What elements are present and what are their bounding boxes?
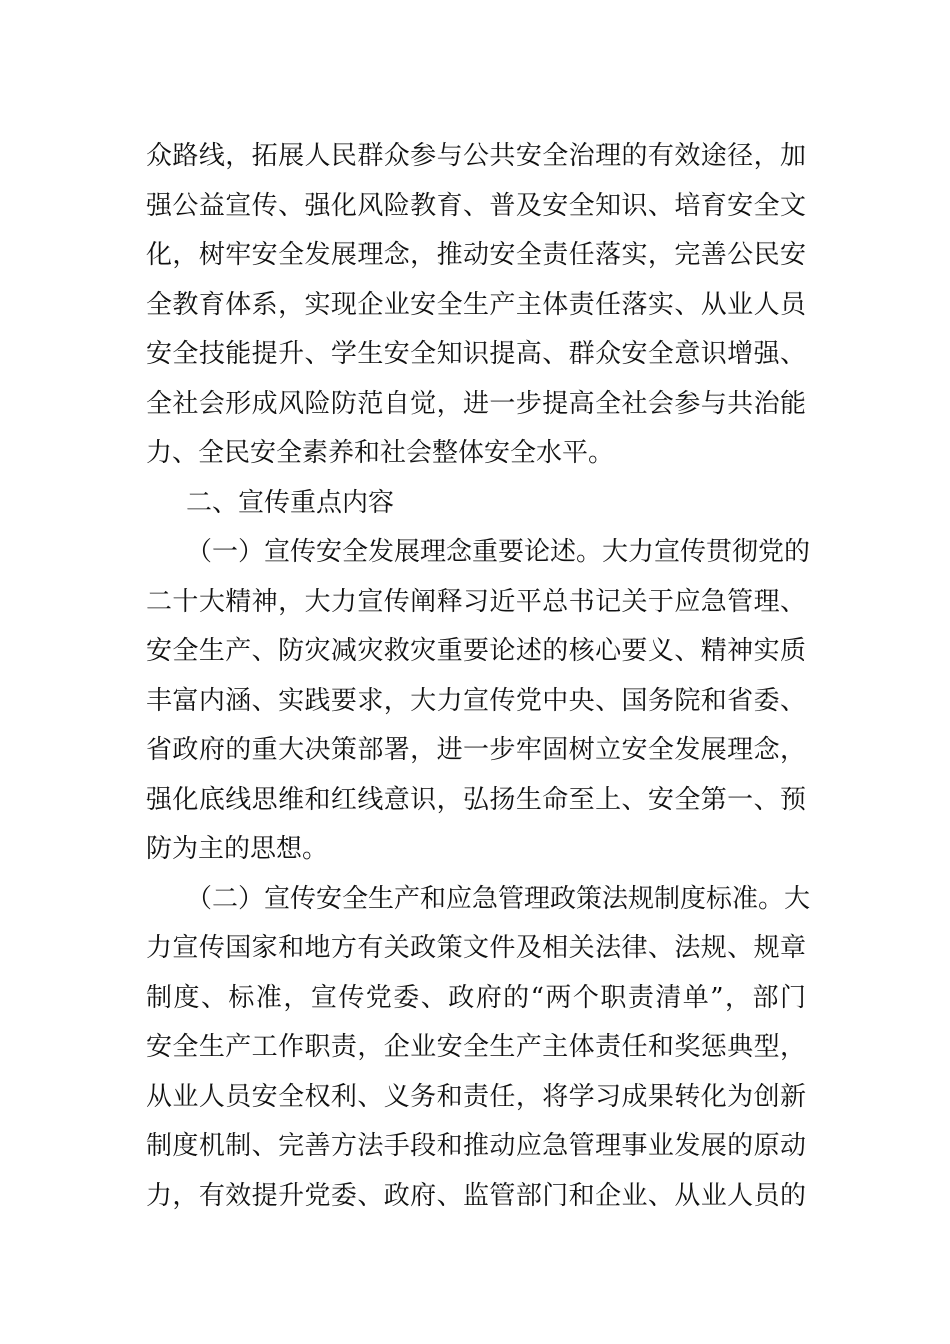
text-line-7: 力、全民安全素养和社会整体安全水平。	[146, 438, 615, 468]
text-line-5: 安全技能提升、学生安全知识提高、群众安全意识增强、	[146, 339, 806, 369]
text-line-22: 力，有效提升党委、政府、监管部门和企业、从业人员的	[146, 1180, 806, 1211]
text-line-13: 省政府的重大决策部署，进一步牢固树立安全发展理念，	[146, 735, 806, 765]
text-line-3: 化，树牢安全发展理念，推动安全责任落实，完善公民安	[146, 240, 806, 270]
text-line-17: 力宣传国家和地方有关政策文件及相关法律、法规、规章	[146, 933, 806, 963]
text-line-6: 全社会形成风险防范自觉，进一步提高全社会参与共治能	[146, 388, 806, 419]
text-line-14: 强化底线思维和红线意识，弘扬生命至上、安全第一、预	[146, 784, 806, 815]
text-line-15: 防为主的思想。	[146, 834, 329, 864]
text-line-19: 安全生产工作职责，企业安全生产主体责任和奖惩典型，	[146, 1032, 806, 1062]
document-page	[146, 132, 811, 1221]
text-line-1: 众路线，拓展人民群众参与公共安全治理的有效途径，加	[146, 141, 806, 171]
text-line-21: 制度机制、完善方法手段和推动应急管理事业发展的原动	[146, 1131, 806, 1161]
text-line-12: 丰富内涵、实践要求，大力宣传党中央、国务院和省委、	[146, 685, 806, 716]
text-line-18: 制度、标准，宣传党委、政府的“两个职责清单”，部门	[146, 982, 806, 1013]
text-line-11: 安全生产、防灾减灾救灾重要论述的核心要义、精神实质	[146, 636, 806, 666]
text-line-10: 二十大精神，大力宣传阐释习近平总书记关于应急管理、	[146, 586, 806, 617]
text-line-9: （一）宣传安全发展理念重要论述。大力宣传贯彻党的	[186, 537, 811, 567]
text-line-4: 全教育体系，实现企业安全生产主体责任落实、从业人员	[146, 289, 806, 320]
text-line-16: （二）宣传安全生产和应急管理政策法规制度标准。大	[186, 883, 811, 914]
text-line-2: 强公益宣传、强化风险教育、普及安全知识、培育安全文	[146, 190, 806, 221]
text-line-20: 从业人员安全权利、义务和责任，将学习成果转化为创新	[146, 1081, 806, 1112]
section-heading: 二、宣传重点内容	[186, 487, 395, 518]
